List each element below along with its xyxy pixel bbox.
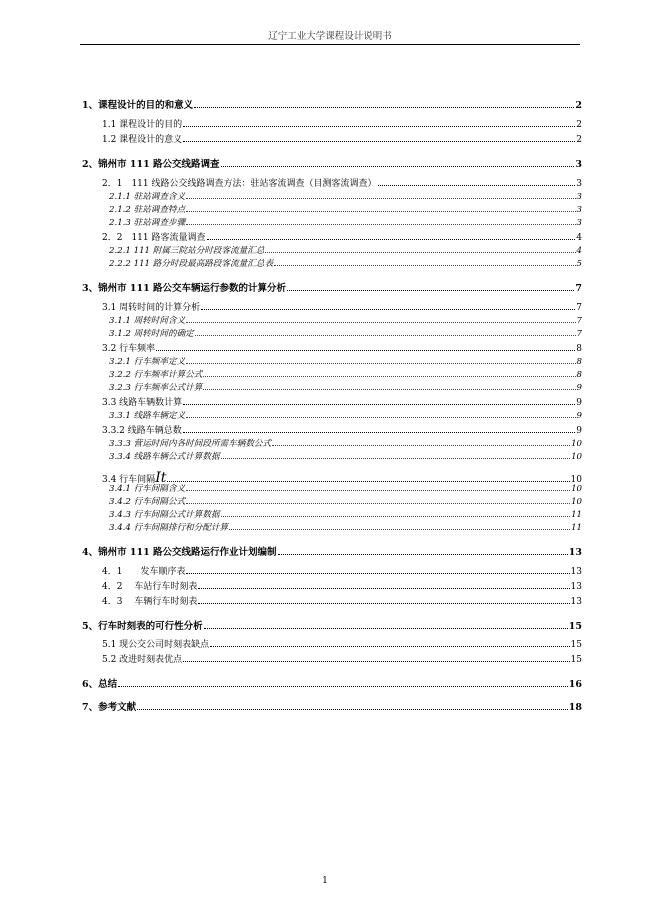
- toc-entry-title: 4．1 发车顺序表: [102, 566, 186, 577]
- toc-page-number: 15: [568, 620, 582, 632]
- toc-page-number: 8: [576, 356, 582, 367]
- toc-page-number: 16: [568, 679, 582, 691]
- toc-page-number: 7: [576, 302, 582, 313]
- toc-page-number: 9: [576, 425, 582, 436]
- table-of-contents: [82, 100, 582, 714]
- running-header: 辽宁工业大学课程设计说明书: [268, 31, 392, 42]
- toc-dot-leader: [118, 686, 568, 687]
- toc-dot-leader: [194, 107, 574, 108]
- toc-entry-title: 3.3.3 营运时间内各时间段所需车辆数公式: [109, 438, 272, 449]
- toc-entry-title: 6、总结: [82, 679, 118, 691]
- toc-dot-leader: [186, 211, 575, 212]
- toc-page-number: 9: [576, 382, 582, 393]
- toc-page-number: 13: [570, 596, 582, 607]
- toc-entry-level-3[interactable]: [82, 497, 582, 510]
- toc-entry-title: 5、行车时刻表的可行性分析: [82, 620, 203, 632]
- toc-entry-level-2[interactable]: [82, 120, 582, 133]
- toc-entry-level-3[interactable]: [82, 452, 582, 465]
- toc-entry-level-3[interactable]: [82, 316, 582, 329]
- toc-page-number: 2: [576, 119, 582, 130]
- toc-entry-level-2[interactable]: [82, 233, 582, 246]
- toc-entry-level-3[interactable]: [82, 411, 582, 424]
- toc-entry-level-3[interactable]: [82, 218, 582, 231]
- toc-entry-level-2[interactable]: [82, 179, 582, 192]
- toc-entry-title: 3.4 行车间隔: [102, 474, 156, 485]
- toc-entry-title: 3.3.1 线路车辆定义: [109, 410, 186, 421]
- toc-page-number: 15: [570, 640, 582, 651]
- toc-entry-title: 4．3 车辆行车时刻表: [102, 596, 198, 607]
- toc-dot-leader: [156, 350, 575, 351]
- toc-entry-title: 5.2 改进时刻表优点: [102, 655, 183, 666]
- toc-page-number: 3: [576, 191, 582, 202]
- toc-dot-leader: [207, 239, 576, 240]
- toc-entry-title: 2、锦州市 111 路公交线路调查: [82, 158, 220, 170]
- toc-entry-title: 2.1.3 驻站调查步骤: [109, 217, 186, 228]
- toc-dot-leader: [183, 661, 569, 662]
- toc-entry-title: 2．2 111 路客流量调查: [102, 232, 206, 243]
- toc-page-number: 13: [570, 581, 582, 592]
- toc-entry-level-3[interactable]: [82, 357, 582, 370]
- toc-dot-leader: [167, 481, 569, 482]
- toc-entry-level-2[interactable]: [82, 582, 582, 595]
- toc-dot-leader: [186, 198, 575, 199]
- toc-page-number: 9: [576, 410, 582, 421]
- toc-entry-title: 1.1 课程设计的目的: [102, 119, 183, 130]
- toc-dot-leader: [195, 335, 576, 336]
- toc-entry-level-2[interactable]: [82, 426, 582, 439]
- toc-entry-level-2[interactable]: [82, 567, 582, 580]
- toc-entry-title: 4、锦州市 111 路公交线路运行作业计划编制: [82, 546, 277, 558]
- toc-entry-title: 2．1 111 线路公交线路调查方法：驻站客流调查（目测客流调查）: [102, 178, 377, 189]
- toc-dot-leader: [186, 322, 575, 323]
- toc-entry-level-3[interactable]: [82, 329, 582, 342]
- toc-entry-level-2[interactable]: [82, 303, 582, 316]
- toc-entry-title: 3.2.1 行车频率定义: [109, 356, 186, 367]
- toc-entry-level-2[interactable]: [82, 398, 582, 411]
- toc-page-number: 10: [571, 483, 582, 494]
- toc-dot-leader: [186, 224, 575, 225]
- toc-dot-leader: [186, 417, 575, 418]
- toc-page-number: 13: [570, 566, 582, 577]
- toc-dot-leader: [287, 290, 574, 291]
- toc-dot-leader: [186, 363, 575, 364]
- toc-entry-title: 3.4.1 行车间隔含义: [109, 483, 186, 494]
- toc-entry-level-1[interactable]: [82, 283, 582, 295]
- toc-page-number: 2: [576, 134, 582, 145]
- toc-page-number: 4: [576, 232, 582, 243]
- toc-entry-title: 3、锦州市 111 路公交车辆运行参数的计算分析: [82, 282, 287, 294]
- toc-page-number: 8: [576, 369, 582, 380]
- toc-entry-level-3[interactable]: [82, 484, 582, 497]
- toc-page-number: 7: [576, 328, 582, 339]
- toc-entry-level-2[interactable]: [82, 597, 582, 610]
- toc-dot-leader: [265, 252, 575, 253]
- toc-dot-leader: [186, 573, 569, 574]
- toc-entry-title: 3.4.3 行车间隔公式计算数据: [109, 509, 220, 520]
- toc-entry-level-1[interactable]: [82, 547, 582, 559]
- toc-entry-title: 3.2.2 行车频率计算公式: [109, 369, 203, 380]
- toc-page-number: 11: [571, 522, 582, 533]
- toc-entry-title: 2.2.2 111 路分时段最高路段客流量汇总表: [109, 258, 274, 269]
- toc-entry-title: 3.2 行车频率: [102, 343, 156, 354]
- toc-page-number: 3: [575, 158, 582, 170]
- toc-page-number: 18: [568, 702, 582, 714]
- toc-page-number: 7: [576, 315, 582, 326]
- toc-dot-leader: [378, 185, 576, 186]
- toc-dot-leader: [198, 603, 569, 604]
- toc-entry-level-3[interactable]: [82, 259, 582, 272]
- toc-entry-title: 3.3.4 线路车辆公式计算数据: [109, 451, 220, 462]
- toc-page-number: 2: [575, 100, 582, 111]
- toc-entry-title: 1、课程设计的目的和意义: [82, 100, 194, 111]
- toc-page-number: 10: [571, 496, 582, 507]
- toc-page-number: 11: [571, 509, 582, 520]
- toc-dot-leader: [183, 141, 575, 142]
- toc-entry-level-2[interactable]: [82, 344, 582, 357]
- toc-page-number: 3: [576, 178, 582, 189]
- toc-dot-leader: [186, 490, 570, 491]
- toc-page-number: 8: [576, 343, 582, 354]
- toc-dot-leader: [229, 529, 570, 530]
- toc-page-number: 10: [570, 474, 582, 485]
- toc-page-number: 15: [570, 655, 582, 666]
- toc-page-number: 3: [576, 204, 582, 215]
- toc-page-number: 10: [571, 438, 582, 449]
- toc-entry-level-1[interactable]: [82, 702, 582, 714]
- toc-page-number: 9: [576, 397, 582, 408]
- toc-entry-title: 4．2 车站行车时刻表: [102, 581, 198, 592]
- toc-dot-leader: [203, 389, 575, 390]
- toc-entry-title: 7、参考文献: [82, 702, 137, 714]
- toc-dot-leader: [198, 588, 569, 589]
- toc-entry-level-2[interactable]: [82, 471, 582, 484]
- toc-dot-leader: [221, 516, 571, 517]
- toc-dot-leader: [272, 445, 570, 446]
- toc-dot-leader: [210, 646, 569, 647]
- toc-page-number: 3: [576, 217, 582, 228]
- toc-entry-level-2[interactable]: [82, 655, 582, 668]
- toc-dot-leader: [221, 166, 575, 167]
- toc-dot-leader: [203, 376, 575, 377]
- toc-dot-leader: [274, 265, 575, 266]
- toc-entry-title: 3.2.3 行车频率公式计算: [109, 382, 203, 393]
- formula-symbol: It: [155, 469, 167, 486]
- toc-entry-title: 2.2.1 111 附属三院站分时段客流量汇总: [109, 245, 265, 256]
- toc-entry-level-3[interactable]: [82, 370, 582, 383]
- toc-entry-level-1[interactable]: [82, 159, 582, 171]
- toc-dot-leader: [137, 709, 568, 710]
- toc-entry-title: 3.4.4 行车间隔排行和分配计算: [109, 522, 229, 533]
- toc-entry-title: 2.1.2 驻站调查特点: [109, 204, 186, 215]
- toc-entry-title: 3.1 周转时间的计算分析: [102, 302, 201, 313]
- toc-page-number: 10: [571, 451, 582, 462]
- page-number: 1: [322, 876, 328, 886]
- toc-dot-leader: [183, 432, 576, 433]
- toc-entry-title: 3.1.2 周转时间的确定: [109, 328, 194, 339]
- toc-dot-leader: [186, 503, 570, 504]
- toc-entry-level-1[interactable]: [82, 679, 582, 691]
- toc-entry-level-1[interactable]: [82, 621, 582, 633]
- toc-entry-title: 2.1.1 驻站调查含义: [109, 191, 186, 202]
- toc-entry-level-3[interactable]: [82, 205, 582, 218]
- toc-entry-level-3[interactable]: [82, 523, 582, 536]
- toc-page-number: 13: [568, 546, 582, 558]
- toc-dot-leader: [278, 554, 568, 555]
- toc-page-number: 4: [576, 245, 582, 256]
- toc-dot-leader: [183, 404, 575, 405]
- toc-entry-title: 3.4.2 行车间隔公式: [109, 496, 186, 507]
- toc-entry-title: 3.1.1 周转时间含义: [109, 315, 186, 326]
- toc-entry-title: 1.2 课程设计的意义: [102, 134, 183, 145]
- toc-dot-leader: [204, 628, 568, 629]
- toc-entry-title: 5.1 现公交公司时刻表缺点: [102, 640, 210, 651]
- toc-entry-level-1[interactable]: [82, 100, 582, 112]
- toc-entry-level-2[interactable]: [82, 640, 582, 653]
- toc-entry-level-3[interactable]: [82, 383, 582, 396]
- toc-dot-leader: [221, 458, 571, 459]
- toc-entry-level-3[interactable]: [82, 510, 582, 523]
- toc-dot-leader: [183, 126, 575, 127]
- toc-entry-title: 3.3.2 线路车辆总数: [102, 425, 182, 436]
- toc-entry-level-3[interactable]: [82, 246, 582, 259]
- toc-dot-leader: [201, 309, 575, 310]
- toc-entry-title: 3.3 线路车辆数计算: [102, 397, 183, 408]
- toc-entry-level-3[interactable]: [82, 439, 582, 452]
- toc-entry-level-2[interactable]: [82, 135, 582, 148]
- toc-page-number: 5: [576, 258, 582, 269]
- toc-page-number: 7: [575, 282, 582, 294]
- header-rule: [80, 44, 580, 45]
- toc-entry-level-3[interactable]: [82, 192, 582, 205]
